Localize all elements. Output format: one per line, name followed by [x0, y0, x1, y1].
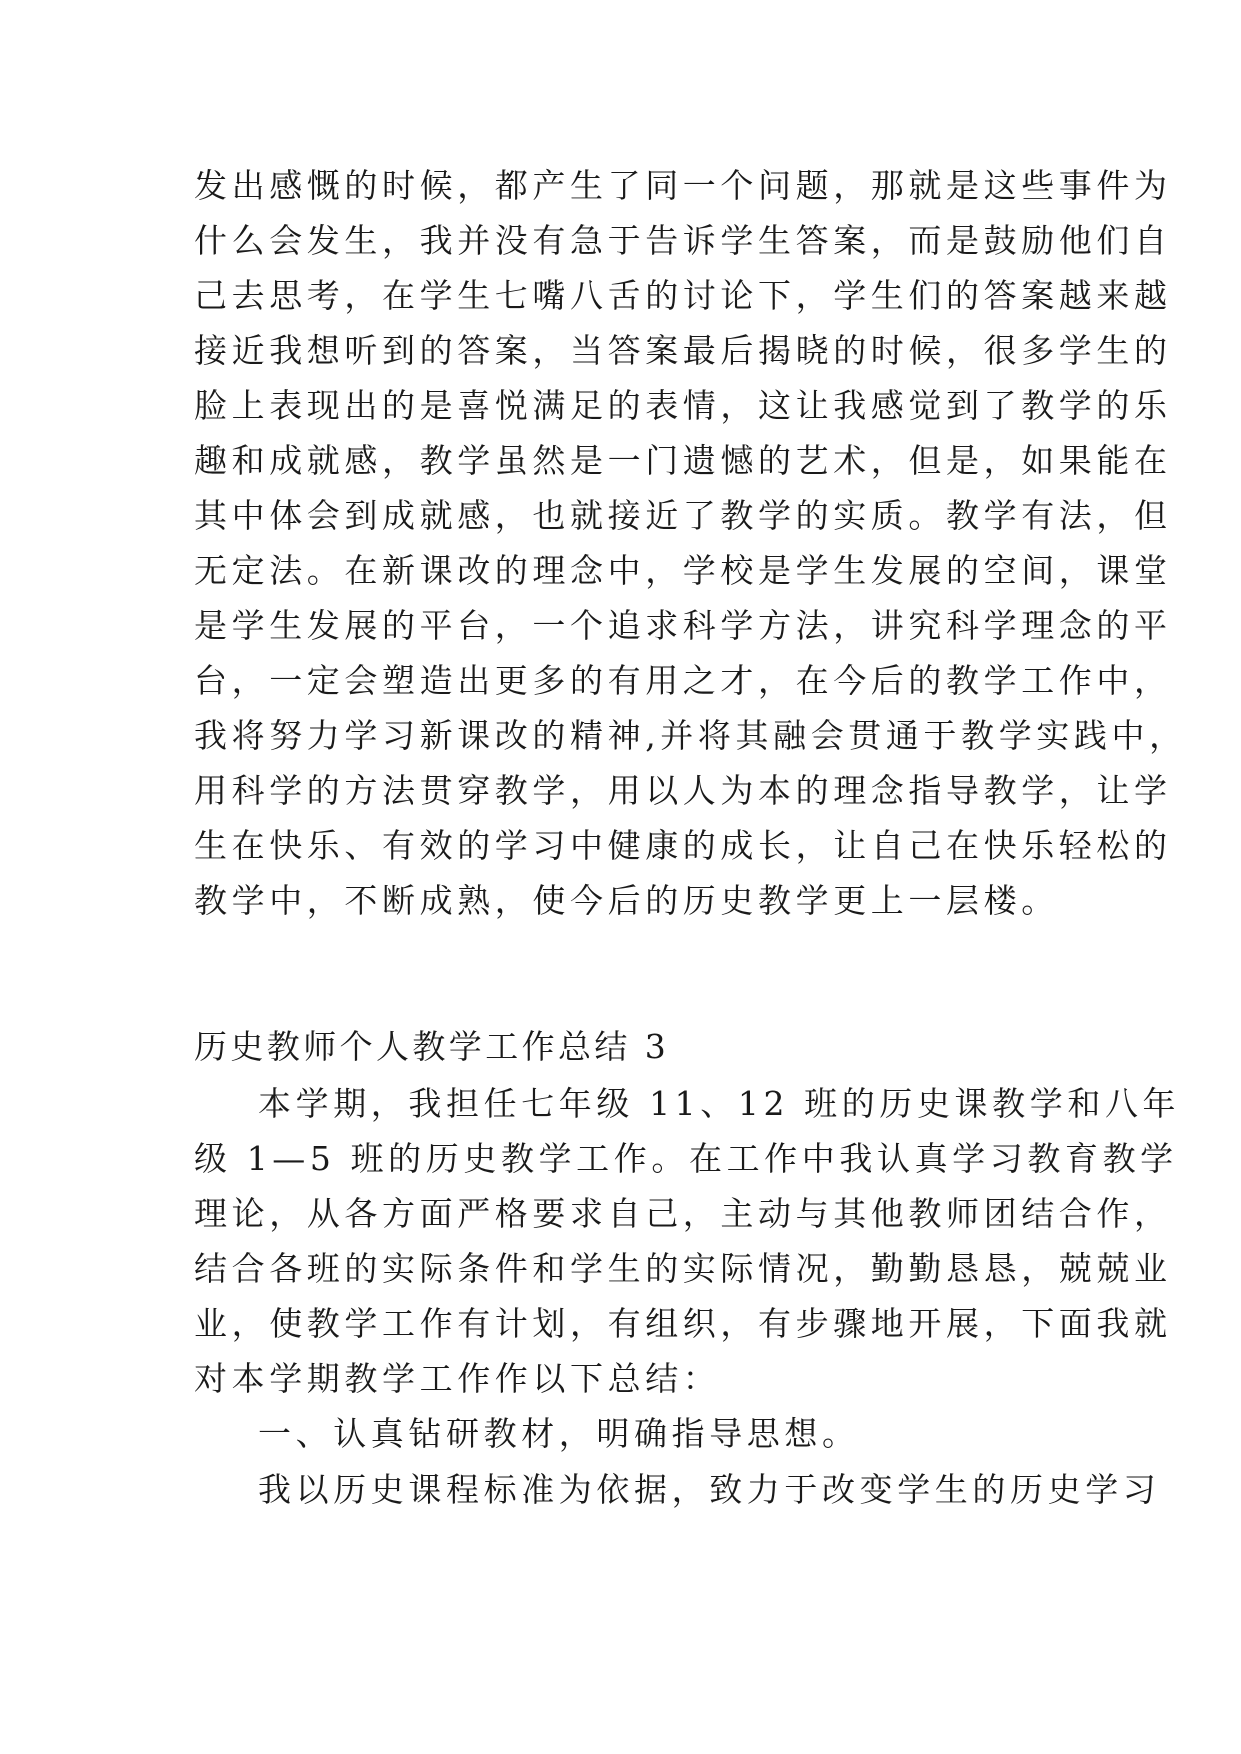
paragraph-line: 生在快乐、有效的学习中健康的成长，让自己在快乐轻松的	[194, 826, 1172, 865]
section-paragraph-line: 结合各班的实际条件和学生的实际情况，勤勤恳恳，兢兢业	[194, 1249, 1172, 1288]
paragraph-line: 接近我想听到的答案，当答案最后揭晓的时候，很多学生的	[194, 331, 1172, 370]
paragraph-line: 无定法。在新课改的理念中，学校是学生发展的空间，课堂	[194, 551, 1172, 590]
section-paragraph-line: 业，使教学工作有计划，有组织，有步骤地开展，下面我就	[194, 1304, 1172, 1343]
section-paragraph-line: 对本学期教学工作作以下总结：	[194, 1359, 721, 1398]
subheading: 一、认真钻研教材，明确指导思想。	[258, 1414, 860, 1453]
section-paragraph-line: 本学期，我担任七年级 11、12 班的历史课教学和八年	[258, 1084, 1181, 1123]
section-paragraph-line: 级 1—5 班的历史教学工作。在工作中我认真学习教育教学	[194, 1139, 1178, 1178]
paragraph-line: 我将努力学习新课改的精神,并将其融会贯通于教学实践中，	[194, 716, 1187, 755]
section-title: 历史教师个人教学工作总结 3	[194, 1027, 670, 1066]
paragraph-line: 脸上表现出的是喜悦满足的表情，这让我感觉到了教学的乐	[194, 386, 1172, 425]
paragraph-line: 趣和成就感，教学虽然是一门遗憾的艺术，但是，如果能在	[194, 441, 1172, 480]
paragraph-line: 用科学的方法贯穿教学，用以人为本的理念指导教学，让学	[194, 771, 1172, 810]
paragraph-line: 其中体会到成就感，也就接近了教学的实质。教学有法，但	[194, 496, 1172, 535]
paragraph-line: 台，一定会塑造出更多的有用之才，在今后的教学工作中，	[194, 661, 1172, 700]
paragraph-line: 己去思考，在学生七嘴八舌的讨论下，学生们的答案越来越	[194, 276, 1172, 315]
paragraph-line: 教学中，不断成熟，使今后的历史教学更上一层楼。	[194, 881, 1059, 920]
paragraph-line: 是学生发展的平台，一个追求科学方法，讲究科学理念的平	[194, 606, 1172, 645]
paragraph-line: 什么会发生，我并没有急于告诉学生答案，而是鼓励他们自	[194, 221, 1172, 260]
section-paragraph-line: 理论，从各方面严格要求自己，主动与其他教师团结合作，	[194, 1194, 1172, 1233]
paragraph-line: 发出感慨的时候，都产生了同一个问题，那就是这些事件为	[194, 166, 1172, 205]
paragraph-line: 我以历史课程标准为依据，致力于改变学生的历史学习	[258, 1470, 1161, 1509]
